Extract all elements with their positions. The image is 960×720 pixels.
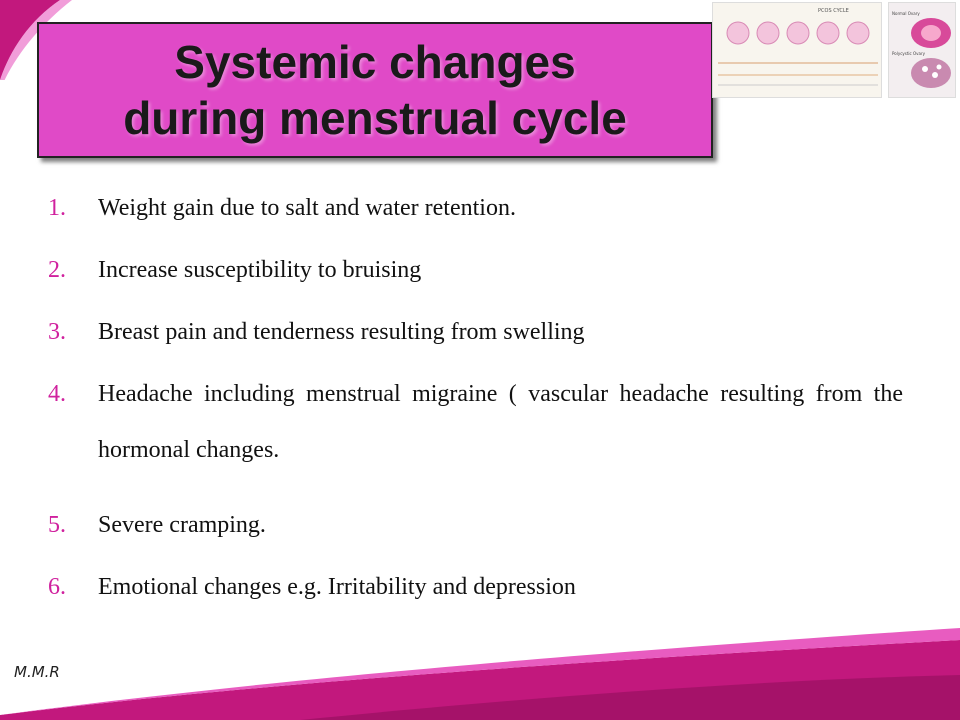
polycystic-ovary-label: Polycystic Ovary <box>892 51 925 56</box>
pcos-cycle-image <box>712 2 882 98</box>
item-text: Breast pain and tenderness resulting from swelling <box>98 319 585 345</box>
list-item <box>48 510 903 540</box>
list-item <box>48 255 903 285</box>
item-text: Weight gain due to salt and water retention. <box>98 195 516 221</box>
item-number: 4. <box>48 381 66 407</box>
bottom-wave-decoration <box>0 620 960 720</box>
item-text: Severe cramping. <box>98 512 266 538</box>
list-item <box>48 317 903 347</box>
item-number: 5. <box>48 512 66 538</box>
item-number: 2. <box>48 257 66 283</box>
item-number: 3. <box>48 319 66 345</box>
item-number: 6. <box>48 574 66 600</box>
list-item <box>48 379 903 478</box>
item-text: Headache including menstrual migraine ( vascular headache resulting from the hormonal changes. <box>98 381 903 463</box>
item-text: Increase susceptibility to bruising <box>98 257 422 283</box>
item-number: 1. <box>48 195 66 221</box>
list-item <box>48 572 903 602</box>
title-line-1: Systemic changes <box>174 36 576 88</box>
pcos-label: PCOS CYCLE <box>818 8 849 14</box>
title-line-2: during menstrual cycle <box>123 92 627 144</box>
title-box <box>37 22 713 158</box>
ovary-image <box>888 2 956 98</box>
symptom-list <box>48 193 903 634</box>
item-text: Emotional changes e.g. Irritability and depression <box>98 574 576 600</box>
normal-ovary-label: Normal Ovary <box>892 11 920 16</box>
author-initials: M.M.R <box>14 663 60 681</box>
list-item <box>48 193 903 223</box>
